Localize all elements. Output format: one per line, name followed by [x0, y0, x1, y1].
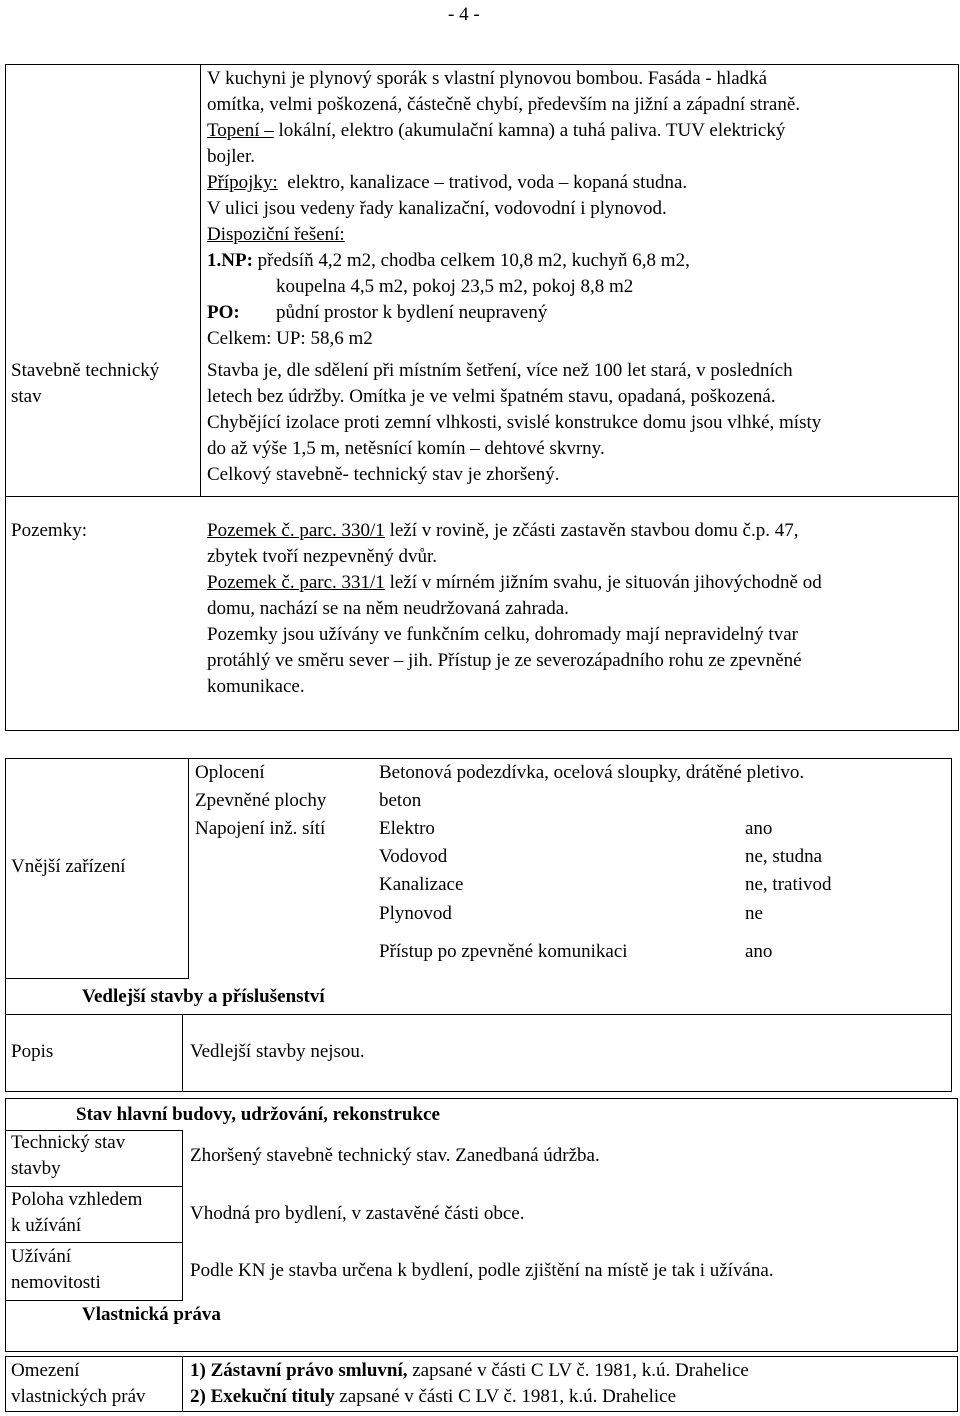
row-name: Oplocení	[195, 762, 265, 783]
parcel-1-link[interactable]: Pozemek č. parc. 330/1	[207, 520, 385, 541]
page-number: - 4 -	[448, 4, 480, 25]
row-divider	[5, 978, 189, 979]
np-line-2: koupelna 4,5 m2, pokoj 23,5 m2, pokoj 8,8 m2	[276, 276, 634, 297]
row-label: nemovitosti	[11, 1272, 101, 1293]
row-extra: ne, studna	[745, 846, 823, 867]
external-table	[5, 758, 952, 1092]
ownership-heading: Vlastnická práva	[82, 1304, 221, 1325]
row-label: Užívání	[11, 1246, 72, 1267]
state-line: Stavba je, dle sdělení při místním šetření, více než 100 let stará, v posledních	[207, 360, 793, 381]
connections-line	[207, 170, 687, 196]
row-extra: ne, trativod	[745, 874, 832, 895]
heating-line	[207, 118, 785, 144]
ownership-label-2: vlastnických práv	[11, 1386, 146, 1407]
state-label: Stavebně technický	[11, 360, 160, 381]
restriction-1	[190, 1358, 749, 1384]
column-divider	[182, 1130, 183, 1300]
row-label: Poloha vzhledem	[11, 1189, 143, 1210]
side-label: Popis	[11, 1041, 54, 1062]
row-name: Napojení inž. sítí	[195, 818, 326, 839]
ownership-label: Omezení	[11, 1360, 80, 1381]
row-value: Plynovod	[379, 903, 452, 924]
state-label-2: stav	[11, 386, 42, 407]
row-divider	[5, 1014, 952, 1015]
state-line: Celkový stavebně- technický stav je zhoršený.	[207, 464, 560, 485]
row-extra: ano	[745, 818, 773, 839]
parcel-2-link[interactable]: Pozemek č. parc. 331/1	[207, 572, 385, 593]
parcel-2-line-2: domu, nachází se na něm neudržovaná zahrada.	[207, 598, 569, 619]
restriction-1-text: zapsané v části C LV č. 1981, k.ú. Drahelice	[407, 1360, 749, 1381]
text-line: omítka, velmi poškozená, částečně chybí, především na jižní a západní straně.	[207, 94, 801, 115]
parcel-2-line	[207, 570, 822, 596]
parcel-2-text: leží v mírném jižním svahu, je situován jihovýchodně od	[384, 572, 822, 593]
po-label: PO:	[207, 302, 240, 323]
column-divider	[188, 758, 189, 978]
row-divider	[5, 496, 959, 497]
parcel-1-line	[207, 518, 798, 544]
np-text: předsíň 4,2 m2, chodba celkem 10,8 m2, kuchyň 6,8 m2,	[257, 250, 690, 271]
row-value: Elektro	[379, 818, 435, 839]
row-value: Betonová podezdívka, ocelová sloupky, drátěné pletivo.	[379, 762, 805, 783]
row-label: k užívání	[11, 1215, 82, 1236]
restriction-2-text: zapsané v části C LV č. 1981, k.ú. Drahelice	[334, 1386, 677, 1407]
state-line: Chybějící izolace proti zemní vlhkosti, svislé konstrukce domu jsou vlhké, místy	[207, 412, 822, 433]
land-line: protáhlý ve směru sever – jih. Přístup je ze severozápadního rohu ze zpevněné	[207, 650, 802, 671]
row-extra: ano	[745, 941, 773, 962]
parcel-1-line-2: zbytek tvoří nezpevněný dvůr.	[207, 546, 438, 567]
row-value: Vodovod	[379, 846, 448, 867]
row-name: Zpevněné plochy	[195, 790, 327, 811]
column-divider	[182, 1356, 183, 1412]
column-divider	[182, 1014, 183, 1092]
text-line: V ulici jsou vedeny řady kanalizační, vodovodní i plynovod.	[207, 198, 667, 219]
po-line	[207, 300, 240, 326]
land-line: komunikace.	[207, 676, 305, 697]
restriction-2-title: 2) Exekuční tituly	[190, 1386, 335, 1407]
row-value: Vhodná pro bydlení, v zastavěné části obce.	[190, 1203, 525, 1224]
text-line: bojler.	[207, 146, 256, 167]
row-divider	[5, 1242, 183, 1243]
row-value: Kanalizace	[379, 874, 464, 895]
restriction-2	[190, 1384, 676, 1410]
parcel-1-text: leží v rovině, je zčásti zastavěn stavbou domu č.p. 47,	[384, 520, 799, 541]
side-heading: Vedlejší stavby a příslušenství	[82, 986, 325, 1007]
disposition-label: Dispoziční řešení:	[207, 224, 345, 245]
np-line	[207, 248, 690, 274]
heating-text: lokální, elektro (akumulační kamna) a tuhá paliva. TUV elektrický	[278, 120, 786, 141]
row-label: stavby	[11, 1158, 61, 1179]
heating-label: Topení –	[207, 120, 274, 141]
row-divider	[5, 1300, 183, 1301]
row-value: Přístup po zpevněné komunikaci	[379, 941, 628, 962]
row-value: Zhoršený stavebně technický stav. Zanedbaná údržba.	[190, 1145, 600, 1166]
row-value: beton	[379, 790, 422, 811]
state-line: do až výše 1,5 m, netěsnící komín – dehtové skvrny.	[207, 438, 605, 459]
column-divider	[200, 64, 201, 496]
side-text: Vedlejší stavby nejsou.	[190, 1041, 365, 1062]
state-line: letech bez údržby. Omítka je ve velmi špatném stavu, opadaná, poškozená.	[207, 386, 776, 407]
connections-label: Přípojky:	[207, 172, 278, 193]
restriction-1-title: 1) Zástavní právo smluvní,	[190, 1360, 408, 1381]
row-value: Podle KN je stavba určena k bydlení, podle zjištění na místě je tak i užívána.	[190, 1260, 774, 1281]
external-label: Vnější zařízení	[11, 856, 126, 877]
land-label: Pozemky:	[11, 520, 87, 541]
text-line: V kuchyni je plynový sporák s vlastní plynovou bombou. Fasáda - hladká	[207, 68, 768, 89]
po-text: půdní prostor k bydlení neupravený	[276, 302, 548, 323]
row-extra: ne	[745, 903, 763, 924]
total-area: Celkem: UP: 58,6 m2	[207, 328, 373, 349]
land-line: Pozemky jsou užívány ve funkčním celku, dohromady mají nepravidelný tvar	[207, 624, 798, 645]
state-heading: Stav hlavní budovy, udržování, rekonstrukce	[76, 1104, 440, 1125]
np-label: 1.NP:	[207, 250, 253, 271]
row-label: Technický stav	[11, 1132, 126, 1153]
connections-text: elektro, kanalizace – trativod, voda – kopaná studna.	[287, 172, 688, 193]
